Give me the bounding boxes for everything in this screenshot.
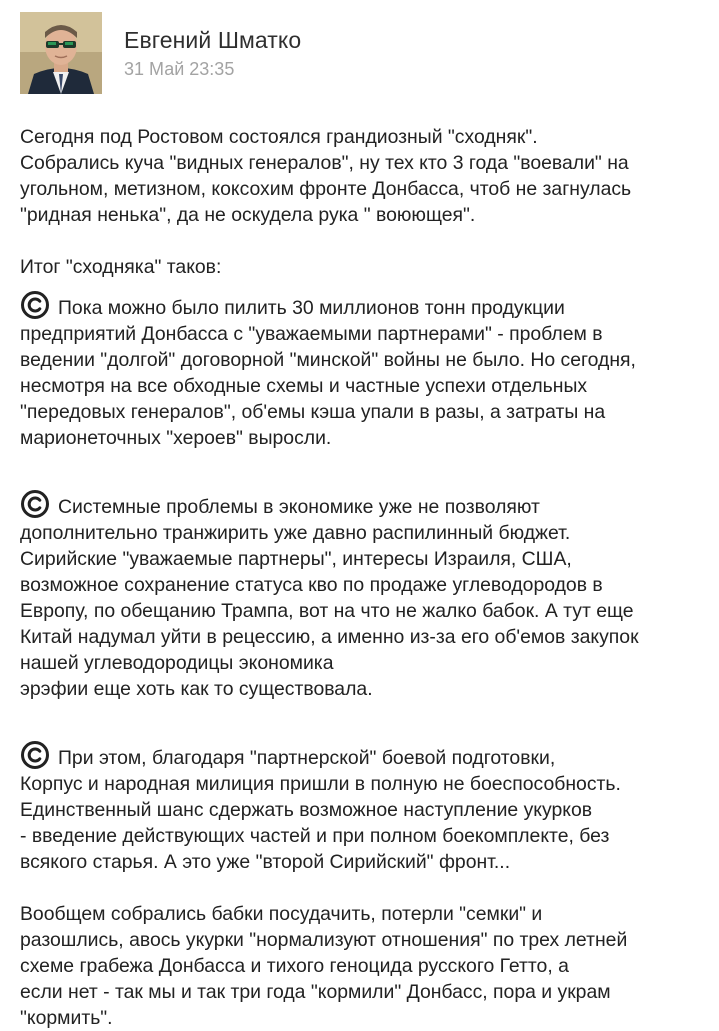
- point-1-line: Пока можно было пилить 30 миллионов тонн продукции: [58, 297, 565, 319]
- conclusion-line: Вообщем собрались бабки посудачить, потерли "семки" и: [20, 903, 543, 925]
- intro-line: Собрались куча "видных генералов", ну тех кто 3 года "воевали" на: [20, 152, 629, 174]
- point-3: [20, 740, 710, 875]
- point-3-line: При этом, благодаря "партнерской" боевой подготовки,: [58, 747, 556, 769]
- point-2-line: возможное сохранение статуса кво по продаже углеводородов в: [20, 574, 603, 596]
- point-2: [20, 489, 710, 702]
- point-3-line: всякого старья. А это уже "второй Сирийский" фронт...: [20, 851, 511, 873]
- point-2-line: Сирийские "уважаемые партнеры", интересы Израиля, США,: [20, 548, 572, 570]
- intro-line: Сегодня под Ростовом состоялся грандиозный "сходняк".: [20, 126, 538, 148]
- summary-heading: Итог "сходняка" таков:: [20, 256, 222, 278]
- point-3-line: Корпус и народная милиция пришли в полную не боеспособность.: [20, 773, 621, 795]
- conclusion-line: если нет - так мы и так три года "кормили" Донбасс, пора и украм: [20, 981, 611, 1003]
- point-1-line: несмотря на все обходные схемы и частные успехи отдельных: [20, 375, 588, 397]
- post-header: [20, 12, 301, 96]
- point-1: [20, 290, 710, 451]
- point-1-line: предприятий Донбасса с "уважаемыми партнерами" - проблем в: [20, 323, 603, 345]
- point-2-line: Китай надумал уйти в рецессию, а именно из-за его об'емов закупок: [20, 626, 639, 648]
- conclusion-line: разошлись, авось укурки "нормализуют отношения" по трех летней: [20, 929, 628, 951]
- point-1-line: ведении "долгой" договорной "минской" войны не было. Но сегодня,: [20, 349, 636, 371]
- point-2-line: Европу, по обещанию Трампа, вот на что не жалко бабок. А тут еще: [20, 600, 634, 622]
- author-name[interactable]: Евгений Шматко: [124, 27, 302, 53]
- point-2-line: нашей углеводородицы экономика: [20, 652, 334, 674]
- intro-line: "ридная ненька", да не оскудела рука " воюющея".: [20, 204, 476, 226]
- conclusion-line: "кормить".: [20, 1007, 113, 1029]
- copyright-icon: [20, 290, 50, 320]
- point-2-line: Системные проблемы в экономике уже не позволяют: [58, 496, 540, 518]
- point-1-line: марионеточных "хероев" выросли.: [20, 427, 332, 449]
- copyright-icon: [20, 489, 50, 519]
- author-block: [124, 12, 301, 80]
- point-3-line: - введение действующих частей и при полном боекомплекте, без: [20, 825, 610, 847]
- post-body: [20, 124, 710, 1031]
- point-1-line: "передовых генералов", об'емы кэша упали в разы, а затраты на: [20, 401, 606, 423]
- conclusion-paragraph: [20, 901, 710, 1031]
- avatar-image: [20, 12, 102, 94]
- copyright-icon: [20, 740, 50, 770]
- point-3-line: Единственный шанс сдержать возможное наступление укурков: [20, 799, 593, 821]
- point-2-line: эрэфии еще хоть как то существовала.: [20, 678, 373, 700]
- avatar[interactable]: [20, 12, 102, 94]
- post-date[interactable]: 31 Май 23:35: [124, 59, 235, 79]
- conclusion-line: схеме грабежа Донбасса и тихого геноцида русского Гетто, а: [20, 955, 569, 977]
- point-2-line: дополнительно транжирить уже давно распилинный бюджет.: [20, 522, 571, 544]
- intro-paragraph: [20, 124, 710, 228]
- intro-line: угольном, метизном, коксохим фронте Донбасса, чтоб не загнулась: [20, 178, 632, 200]
